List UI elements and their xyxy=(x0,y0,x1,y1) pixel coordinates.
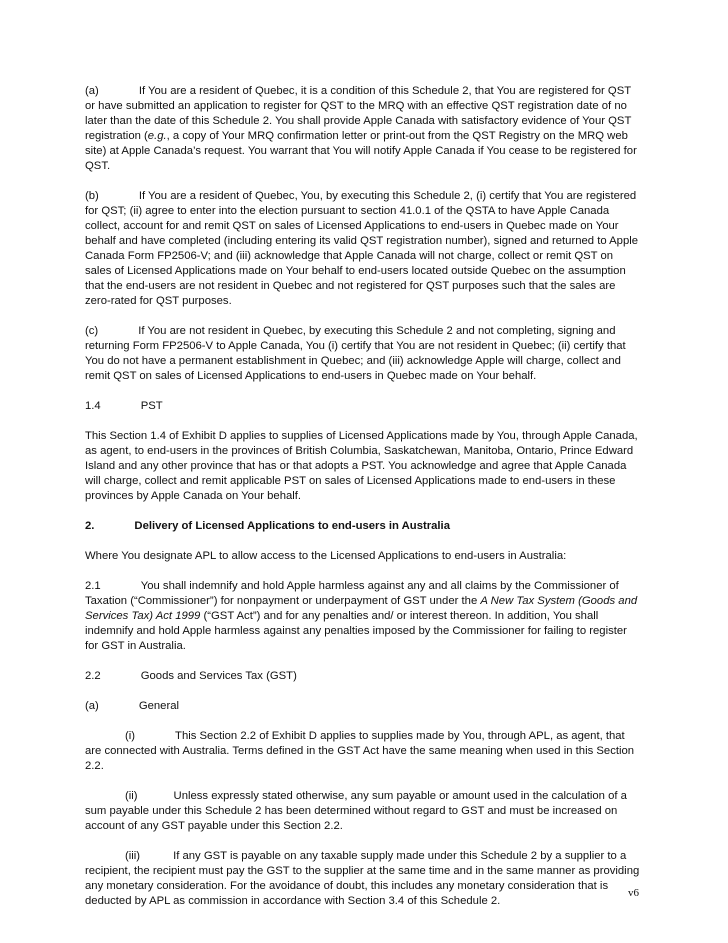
paragraph-text: , a copy of Your MRQ confirmation letter or print-out from the QST Registry on the MRQ web site) at Apple Canada’s request. You warrant that You will notify Apple Canada if You cease to be registered for QST. xyxy=(85,130,637,172)
section-2-heading xyxy=(85,519,641,534)
paragraph-text-italic: e.g. xyxy=(147,130,167,142)
paragraph-text: If any GST is payable on any taxable supply made under this Schedule 2 by a supplier to a recipient, the recipient must pay the GST to the supplier at the same time and in the same manner as providing any monetary consideration. For the avoidance of doubt, this includes any monetary consideration that is deducted by APL as commission in accordance with Section 3.4 of this Schedule 2. xyxy=(85,850,640,907)
paragraph-text: Unless expressly stated otherwise, any sum payable or amount used in the calculation of a sum payable under this Schedule 2 has been determined without regard to GST and must be increased on account of any GST payable under this Section 2.2. xyxy=(85,790,627,832)
paragraph-text: This Section 1.4 of Exhibit D applies to supplies of Licensed Applications made by You, through Apple Canada, as agent, to end-users in the provinces of British Columbia, Saskatchewan, Manitoba, Ontario, Prince Edward Island and any other province that has or that adopts a PST. You acknowledge and agree that Apple Canada will charge, collect and remit applicable PST on sales of Licensed Applications made to end-users in these provinces by Apple Canada on Your behalf. xyxy=(85,430,638,502)
paragraph-text: If You are a resident of Quebec, it is a condition of this Schedule 2, that You are registered for QST or have submitted an application to register for QST to the MRQ with an effective QST registration date of no later than the date of this Schedule 2. You shall provide Apple Canada with satisfactory evidence of Your QST registration ( xyxy=(85,85,632,142)
paragraph-text: You shall indemnify and hold Apple harmless against any and all claims by the Commissioner of Taxation (“Commissioner”) for nonpayment or underpayment of GST under the xyxy=(85,580,619,607)
paragraph-text: (“GST Act”) and for any penalties and/ or interest thereon. In addition, You shall indemnify and hold Apple harmless against any penalties imposed by the Commissioner for failing to register for GST in Australia. xyxy=(85,610,627,652)
section-2-1 xyxy=(85,579,641,654)
section-2-2-a-heading xyxy=(85,699,641,714)
section-number: 1.4 xyxy=(85,400,101,412)
section-number: 2. xyxy=(85,520,95,532)
section-1-4-heading xyxy=(85,399,641,414)
section-2-2-a-iii xyxy=(85,849,641,909)
section-title: General xyxy=(138,700,180,712)
page-footer-version: v6 xyxy=(628,887,639,899)
paragraph-text: If You are not resident in Quebec, by executing this Schedule 2 and not completing, signing and returning Form FP2506-V to Apple Canada, You (i) certify that You are not resident in Quebec; (ii) certify that You do not have a permanent establishment in Quebec; and (iii) acknowledge Apple will charge, collect and remit QST on sales of Licensed Applications to end-users in Quebec made on Your behalf. xyxy=(85,325,626,382)
section-2-intro xyxy=(85,549,641,564)
section-2-2-a-i xyxy=(85,729,641,774)
paragraph-a xyxy=(85,84,641,174)
paragraph-b xyxy=(85,189,641,309)
paragraph-text: Where You designate APL to allow access to the Licensed Applications to end-users in Australia: xyxy=(85,550,567,562)
section-1-4-body xyxy=(85,429,641,504)
paragraph-text-italic: A New Tax System (Goods and Services Tax) Act 1999 xyxy=(85,595,638,622)
paragraph-marker: (b) xyxy=(85,190,99,202)
section-2-2-a-ii xyxy=(85,789,641,834)
paragraph-marker: (i) xyxy=(125,730,136,742)
paragraph-marker: (a) xyxy=(85,700,99,712)
paragraph-marker: (c) xyxy=(85,325,99,337)
paragraph-marker: (ii) xyxy=(125,790,138,802)
section-title: Delivery of Licensed Applications to end-users in Australia xyxy=(134,520,450,532)
section-2-2-heading xyxy=(85,669,641,684)
section-title: PST xyxy=(140,400,163,412)
paragraph-c xyxy=(85,324,641,384)
section-number: 2.2 xyxy=(85,670,101,682)
paragraph-marker: (a) xyxy=(85,85,99,97)
paragraph-text: If You are a resident of Quebec, You, by executing this Schedule 2, (i) certify that You are registered for QST; (ii) agree to enter into the election pursuant to section 41.0.1 of the QSTA to have Apple Canada collect, account for and remit QST on sales of Licensed Applications to end-users in Quebec made on Your behalf and have completed (including entering its valid QST registration number), signed and returned to Apple Canada Form FP2506-V; and (iii) acknowledge that Apple Canada will not charge, collect or remit QST on sales of Licensed Applications made on Your behalf to end-users located outside Quebec on the assumption that the end-users are not resident in Quebec and not registered for QST purposes such that the sales are zero-rated for QST purposes. xyxy=(85,190,639,307)
document-body xyxy=(85,84,641,924)
paragraph-marker: (iii) xyxy=(125,850,141,862)
section-number: 2.1 xyxy=(85,580,101,592)
section-title: Goods and Services Tax (GST) xyxy=(140,670,297,682)
paragraph-text: This Section 2.2 of Exhibit D applies to supplies made by You, through APL, as agent, that are connected with Australia. Terms defined in the GST Act have the same meaning when used in this Section 2.2. xyxy=(85,730,635,772)
